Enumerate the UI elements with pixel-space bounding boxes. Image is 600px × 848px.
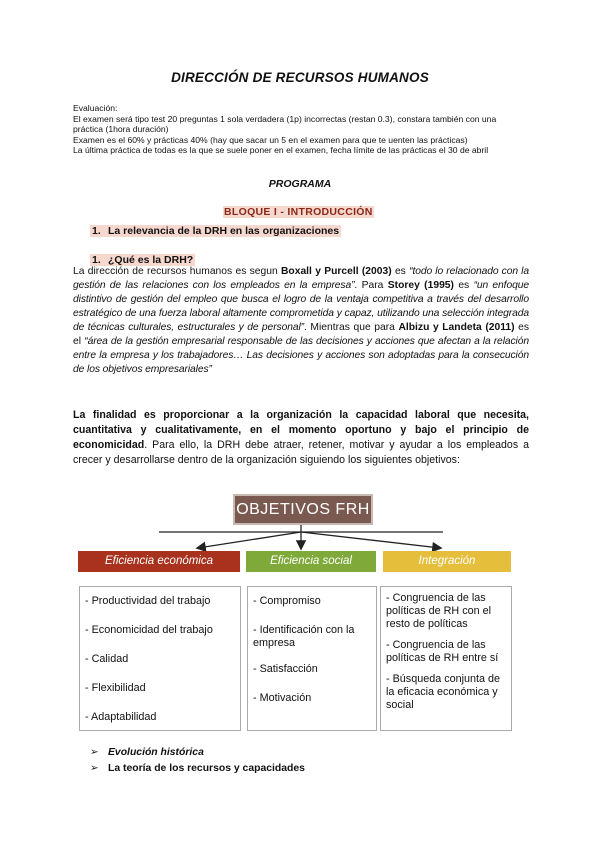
list-item: - Productividad del trabajo	[85, 595, 211, 607]
arrow-bullet-icon: ➢	[90, 763, 99, 774]
citation: Boxall y Purcell (2003)	[281, 266, 392, 277]
column-integracion	[380, 586, 512, 731]
page-title: DIRECCIÓN DE RECURSOS HUMANOS	[171, 70, 429, 85]
category-eficiencia-economica: Eficiencia económica	[78, 551, 240, 572]
evaluation-line: Examen es el 60% y prácticas 40% (hay que sacar un 5 en el examen para que te uenten las prácticas)	[73, 134, 468, 145]
category-integracion: Integración	[383, 551, 511, 572]
section-title: La relevancia de la DRH en las organizaciones	[108, 225, 340, 237]
section-number: 1.	[92, 254, 101, 266]
bullet-item-evolucion	[90, 746, 204, 758]
citation: Storey (1995)	[387, 280, 454, 291]
list-item: - Satisfacción	[253, 663, 318, 675]
bullet-item-recursos	[90, 762, 305, 774]
text: es el	[73, 322, 529, 347]
evaluation-line: La última práctica de todas es la que se suele poner en el examen, fecha límite de las prácticas el 30 de abril	[73, 145, 489, 156]
text: es	[453, 280, 474, 291]
section-number: 1.	[92, 225, 101, 237]
list-item: - Identificación con la empresa	[253, 624, 355, 649]
evaluation-line: práctica (1hora duración)	[73, 124, 169, 135]
list-item: - Economicidad del trabajo	[85, 624, 213, 636]
category-eficiencia-social: Eficiencia social	[246, 551, 376, 572]
text: La dirección de recursos humanos es segun	[73, 266, 281, 277]
arrow-to-integracion	[301, 532, 440, 548]
column-eficiencia-economica	[79, 586, 241, 731]
programa-heading: PROGRAMA	[268, 178, 332, 190]
column-eficiencia-social	[247, 586, 377, 731]
bloque-heading: BLOQUE I - INTRODUCCIÓN	[224, 206, 373, 218]
purpose-rest: . Para ello, la DRH debe atraer, retener, motivar y ayudar a los empleados a crecer y desarrollarse dentro de la organización siguiendo los siguientes objetivos:	[73, 439, 529, 466]
purpose-bold: La finalidad es proporcionar a la organización la capacidad laboral que necesita, cuantitativa y cualitativamente, en el momento oportuno y bajo el principio de economicidad	[73, 409, 529, 451]
text: . Para	[354, 280, 388, 291]
arrow-to-eficiencia-economica	[198, 532, 301, 548]
bullet-text: La teoría de los recursos y capacidades	[108, 763, 305, 774]
list-item: - Motivación	[253, 692, 312, 704]
list-item: - Calidad	[85, 653, 129, 665]
list-item: - Compromiso	[253, 595, 321, 607]
citation: Albizu y Landeta (2011)	[398, 322, 515, 333]
quote: “área de la gestión empresarial responsable de las decisiones y acciones que afectan a la relación entre la empresa y los trabajadores… Las decisiones y acciones son adoptadas para la consecución de los objetivos empresariales”	[73, 336, 529, 375]
quote: “todo lo relacionado con la gestión de las relaciones con los empleados en la empresa”	[73, 266, 529, 291]
evaluation-line: El examen será tipo test 20 preguntas 1 sola verdadera (1p) incorrectas (restan 0.3), constara también con una	[73, 113, 497, 124]
list-item: - Adaptabilidad	[85, 711, 157, 723]
section-title: ¿Qué es la DRH?	[108, 254, 194, 266]
evaluation-label: Evaluación:	[73, 103, 118, 113]
bullet-text: Evolución histórica	[108, 747, 204, 758]
list-item: - Búsqueda conjunta de la eficacia económica y social	[386, 673, 501, 711]
objetivos-header: OBJETIVOS FRH	[233, 494, 373, 525]
list-item: - Congruencia de las políticas de RH con el resto de políticas	[386, 592, 492, 630]
list-item: - Flexibilidad	[85, 682, 146, 694]
text: . Mientras que para	[303, 322, 399, 333]
text: es	[391, 266, 410, 277]
quote: “un enfoque distintivo de gestión del empleo que busca el logro de la ventaja competitiva a través del desarrollo estratégico de una fuerza laboral altamente comprometida y capaz, utilizando una selección integrada de técnicas culturales, estructurales y de personal”	[73, 280, 529, 333]
list-item: - Congruencia de las políticas de RH entre sí	[386, 639, 499, 664]
arrow-bullet-icon: ➢	[90, 747, 99, 758]
